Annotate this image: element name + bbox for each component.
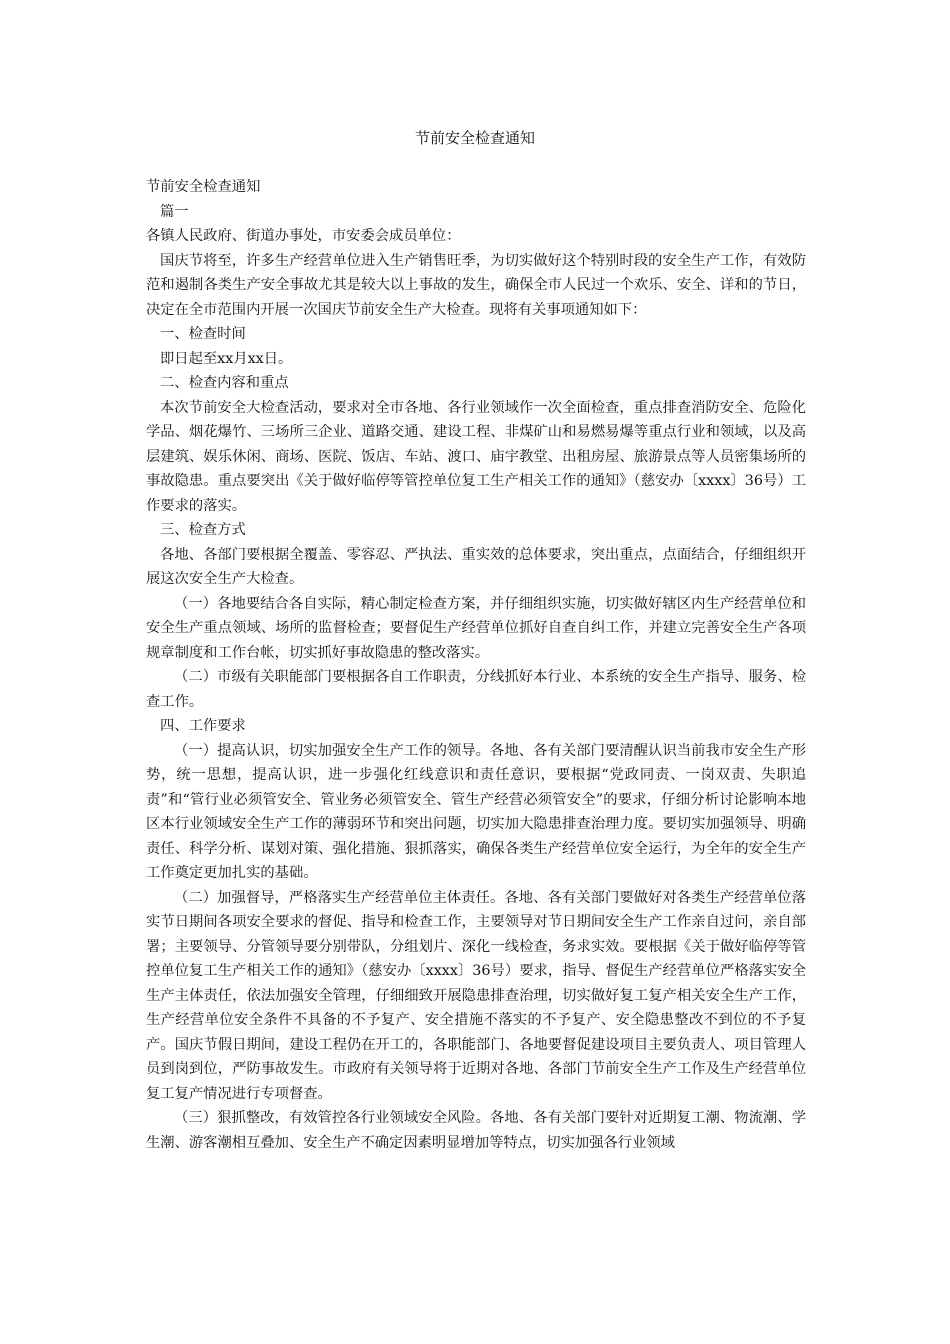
heading-check-content: 二、检查内容和重点 bbox=[160, 375, 289, 391]
paragraph-requirement-3: （三）狠抓整改，有效管控各行业领域安全风险。各地、各有关部门要针对近期复工潮、物流潮、学生潮、游客潮相互叠加、安全生产不确定因素明显增加等特点，切实加强各行业领域 bbox=[146, 1110, 806, 1151]
paragraph-check-method-1: （一）各地要结合各自实际，精心制定检查方案，并仔细组织实施，切实做好辖区内生产经营单位和安全生产重点领域、场所的监督检查；要督促生产经营单位抓好自查自纠工作，并建立完善安全生产各项规章制度和工作台帐，切实抓好事故隐患的整改落实。 bbox=[146, 595, 806, 661]
paragraph-requirement-1: （一）提高认识，切实加强安全生产工作的领导。各地、各有关部门要清醒认识当前我市安全生产形势，统一思想，提高认识，进一步强化红线意识和责任意识，要根据“党政同责、一岗双责、失职追责”和“管行业必须管安全、管业务必须管安全、管生产经营必须管安全”的要求，仔细分析讨论影响本地区本行业领域安全生产工作的薄弱环节和突出问题，切实加大隐患排查治理力度。要切实加强领导、明确责任、科学分析、谋划对策、强化措施、狠抓落实，确保各类生产经营单位安全运行，为全年的安全生产工作奠定更加扎实的基础。 bbox=[146, 742, 806, 881]
paragraph-check-method-2: （二）市级有关职能部门要根据各自工作职责，分线抓好本行业、本系统的安全生产指导、服务、检查工作。 bbox=[146, 669, 806, 710]
heading-work-requirements: 四、工作要求 bbox=[160, 718, 246, 734]
section-label: 篇一 bbox=[160, 203, 189, 220]
document-body bbox=[146, 175, 806, 1155]
paragraph-requirement-2: （二）加强督导，严格落实生产经营单位主体责任。各地、各有关部门要做好对各类生产经营单位落实节日期间各项安全要求的督促、指导和检查工作，主要领导对节日期间安全生产工作亲自过问，亲自部署；主要领导、分管领导要分别带队，分组划片、深化一线检查，务求实效。要根据《关于做好临停等管控单位复工生产相关工作的通知》（慈安办〔xxxx〕36号）要求，指导、督促生产经营单位严格落实安全生产主体责任，依法加强安全管理，仔细细致开展隐患排查治理，切实做好复工复产相关安全生产工作，生产经营单位安全条件不具备的不予复产、安全措施不落实的不予复产、安全隐患整改不到位的不予复产。国庆节假日期间，建设工程仍在开工的，各职能部门、各地要督促建设项目主要负责人、项目管理人员到岗到位，严防事故发生。市政府有关领导将于近期对各地、各部门节前安全生产工作及生产经营单位复工复产情况进行专项督查。 bbox=[146, 889, 806, 1102]
paragraph-check-time: 即日起至xx月xx日。 bbox=[160, 350, 293, 367]
paragraph-check-content: 本次节前安全大检查活动，要求对全市各地、各行业领域作一次全面检查，重点排查消防安全、危险化学品、烟花爆竹、三场所三企业、道路交通、建设工程、非煤矿山和易燃易爆等重点行业和领域，以及高层建筑、娱乐休闲、商场、医院、饭店、车站、渡口、庙宇教堂、出租房屋、旅游景点等人员密集场所的事故隐患。重点要突出《关于做好临停等管控单位复工生产相关工作的通知》（慈安办〔xxxx〕36号）工作要求的落实。 bbox=[146, 399, 806, 514]
intro-paragraph: 国庆节将至，许多生产经营单位进入生产销售旺季，为切实做好这个特别时段的安全生产工作，有效防范和遏制各类生产安全事故尤其是较大以上事故的发生，确保全市人民过一个欢乐、安全、详和的节日，决定在全市范围内开展一次国庆节前安全生产大检查。现将有关事项通知如下： bbox=[146, 252, 806, 318]
document-title: 节前安全检查通知 bbox=[414, 129, 535, 147]
heading-check-time: 一、检查时间 bbox=[160, 326, 246, 342]
addressee: 各镇人民政府、街道办事处，市安委会成员单位： bbox=[146, 228, 461, 244]
paragraph-check-method: 各地、各部门要根据全覆盖、零容忍、严执法、重实效的总体要求，突出重点，点面结合，仔细组织开展这次安全生产大检查。 bbox=[146, 546, 806, 587]
heading-check-method: 三、检查方式 bbox=[160, 522, 246, 538]
document-subtitle: 节前安全检查通知 bbox=[146, 179, 261, 195]
